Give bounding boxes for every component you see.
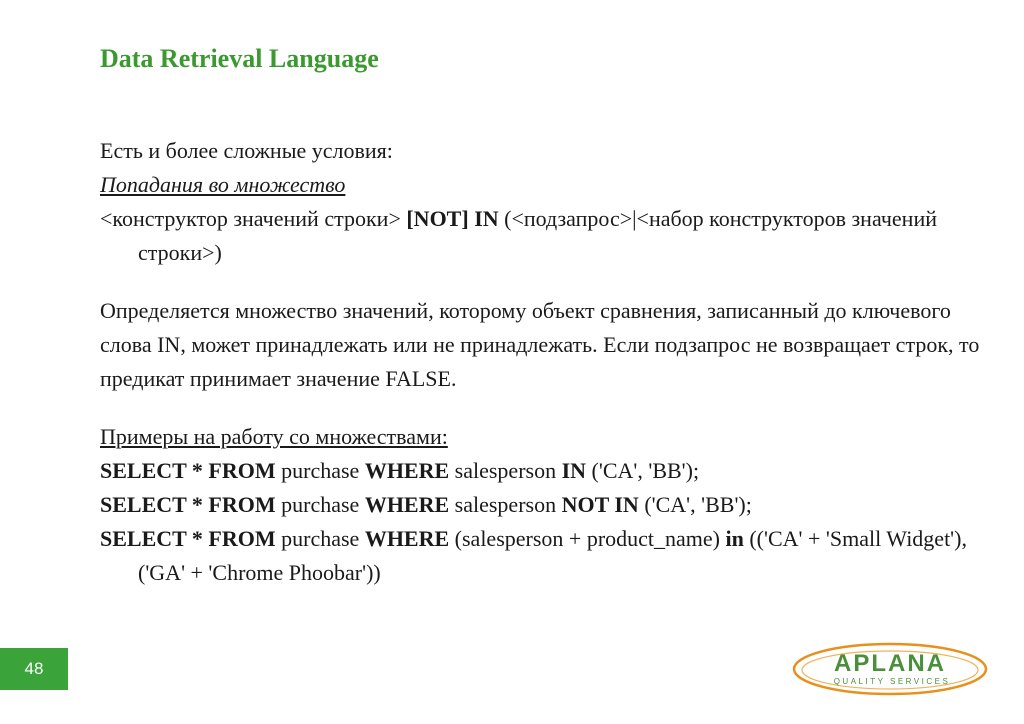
example-line-2 (100, 488, 980, 522)
syntax-part-2: (<подзапрос>|<набор конструкторов значений строки>) (138, 206, 937, 265)
kw-select: SELECT (100, 526, 187, 551)
table-name: purchase (275, 492, 365, 517)
kw-operator: NOT IN (561, 492, 639, 517)
kw-operator: in (725, 526, 744, 551)
kw-star: * (186, 492, 209, 517)
value-list: (('CA' + 'Small Widget'), ('GA' + 'Chrome Phoobar')) (138, 526, 967, 585)
logo-tagline: QUALITY SERVICES (833, 677, 951, 686)
example-line-3 (100, 522, 980, 590)
logo-name: APLANA (834, 650, 946, 677)
slide-body (100, 134, 980, 590)
kw-star: * (186, 458, 209, 483)
intro-text: Есть и более сложные условия: (100, 138, 393, 163)
column-expr: (salesperson + product_name) (449, 526, 726, 551)
kw-from: FROM (208, 458, 276, 483)
syntax-line (100, 202, 980, 270)
example-line-1 (100, 454, 980, 488)
syntax-in-keyword: IN (474, 206, 499, 231)
kw-from: FROM (208, 526, 276, 551)
column-expr: salesperson (449, 458, 562, 483)
kw-where: WHERE (364, 458, 450, 483)
column-expr: salesperson (449, 492, 562, 517)
kw-where: WHERE (364, 492, 450, 517)
kw-star: * (186, 526, 209, 551)
kw-operator: IN (561, 458, 587, 483)
examples-heading: Примеры на работу со множествами: (100, 424, 448, 449)
table-name: purchase (275, 526, 365, 551)
syntax-part-1: <конструктор значений строки> (100, 206, 407, 231)
kw-select: SELECT (100, 458, 187, 483)
value-list: ('CA', 'BB'); (638, 492, 752, 517)
kw-from: FROM (208, 492, 276, 517)
table-name: purchase (275, 458, 365, 483)
aplana-logo (790, 640, 990, 698)
value-list: ('CA', 'BB'); (586, 458, 700, 483)
page-number-badge: 48 (0, 648, 68, 690)
kw-select: SELECT (100, 492, 187, 517)
description-paragraph: Определяется множество значений, которому объект сравнения, записанный до ключевого слова IN, может принадлежать или не принадлежать. Если подзапрос не возвращает строк, то предикат принимает значение FALSE. (100, 298, 980, 391)
subheading: Попадания во множество (100, 172, 346, 197)
kw-where: WHERE (364, 526, 450, 551)
syntax-not-keyword: [NOT] (406, 206, 469, 231)
slide-title: Data Retrieval Language (100, 44, 379, 73)
